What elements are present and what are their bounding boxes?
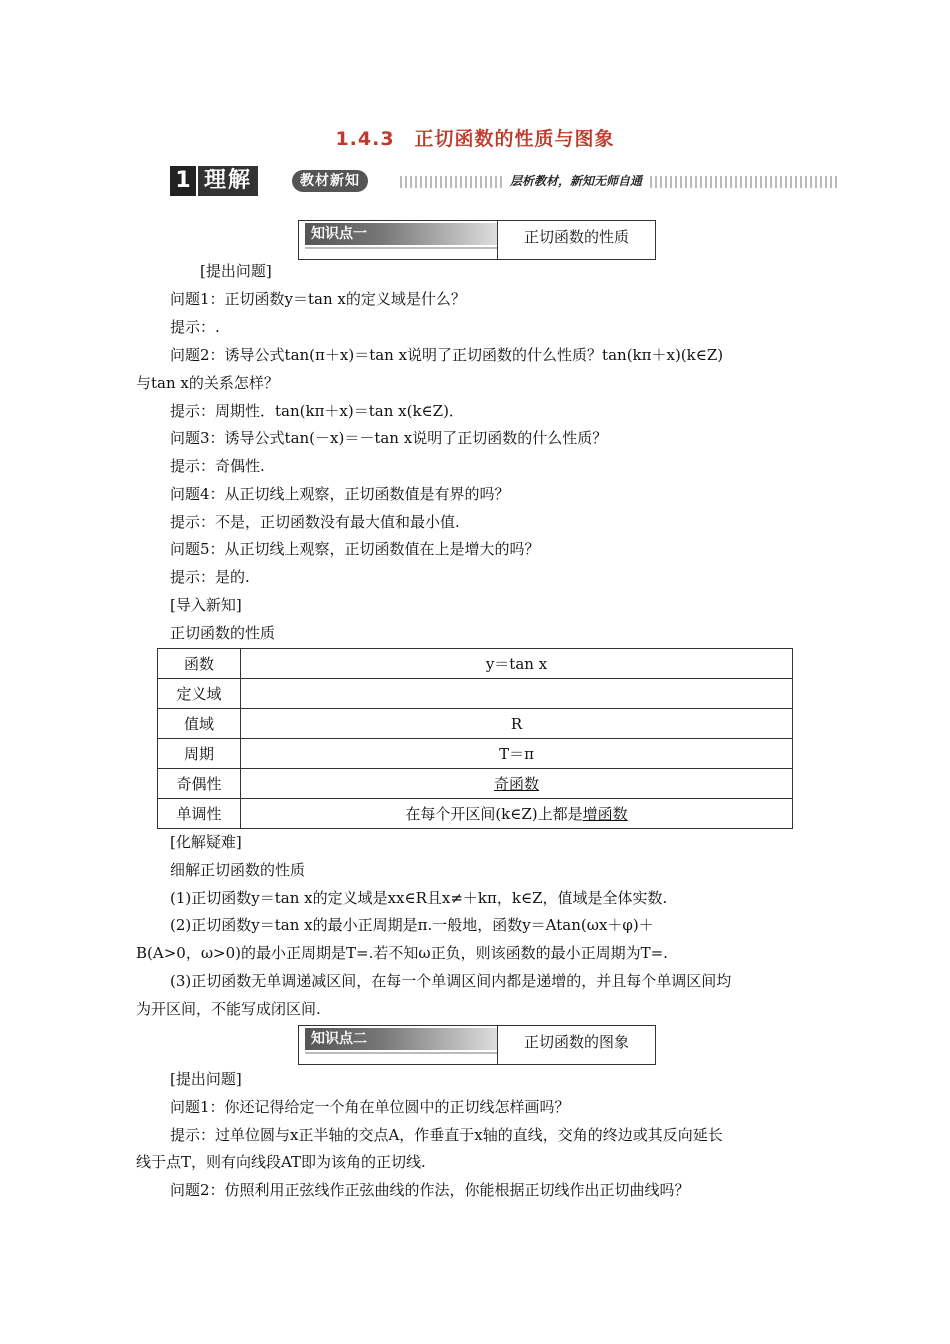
question-1: 问题1：正切函数y＝tan x的定义域是什么？	[170, 290, 466, 308]
graph-hint-1-cont: 线于点T，则有向线段AT即为该角的正切线.	[136, 1153, 426, 1171]
page-title: 1.4.3 正切函数的性质与图象	[335, 128, 615, 150]
value-underline: 增函数	[582, 805, 628, 823]
hint-4: 提示：不是，正切函数没有最大值和最小值.	[170, 513, 460, 531]
question-2-cont: 与tan x的关系怎样？	[136, 374, 279, 392]
tag-underline	[305, 247, 497, 249]
resolve-heading: [化解疑难]	[170, 833, 242, 851]
detail-2-cont: B(A>0，ω>0)的最小正周期是T=.若不知ω正负，则该函数的最小正周期为T=.	[136, 944, 668, 962]
detail-2: (2)正切函数y＝tan x的最小正周期是π.一般地，函数y＝Atan(ωx＋φ)＋	[170, 916, 654, 934]
hint-1: 提示：.	[170, 318, 220, 336]
banner-heading: 理解	[198, 166, 258, 196]
knowledge-tag: 知识点二	[305, 1028, 497, 1050]
banner-number: 1	[170, 166, 196, 196]
row-key: 单调性	[158, 799, 241, 829]
knowledge-label: 正切函数的性质	[523, 228, 629, 246]
knowledge-box-1	[298, 220, 656, 260]
tag-underline	[305, 1052, 497, 1054]
knowledge-box-2	[298, 1025, 656, 1065]
row-value: T＝π	[241, 739, 793, 769]
knowledge-tag: 知识点一	[305, 223, 497, 245]
section-banner	[170, 164, 840, 200]
row-key: 周期	[158, 739, 241, 769]
table-row	[158, 649, 793, 679]
row-value: y＝tan x	[241, 649, 793, 679]
table-title: 正切函数的性质	[170, 624, 276, 642]
row-value: 奇函数	[241, 769, 793, 799]
raise-question-heading: [提出问题]	[200, 262, 272, 280]
row-key: 值域	[158, 709, 241, 739]
detail-3: (3)正切函数无单调递减区间，在每一个单调区间内都是递增的，并且每个单调区间均	[170, 972, 732, 990]
row-key: 奇偶性	[158, 769, 241, 799]
properties-table	[157, 648, 793, 829]
intro-heading: [导入新知]	[170, 596, 242, 614]
hint-5: 提示：是的.	[170, 568, 250, 586]
graph-question-1: 问题1：你还记得给定一个角在单位圆中的正切线怎样画吗？	[170, 1098, 570, 1116]
table-row	[158, 709, 793, 739]
knowledge-label: 正切函数的图象	[523, 1033, 629, 1051]
value-prefix: 在每个开区间(k∈Z)上都是	[405, 805, 583, 823]
raise-question-heading-2: [提出问题]	[170, 1070, 242, 1088]
question-3: 问题3：诱导公式tan(－x)＝－tan x说明了正切函数的什么性质？	[170, 429, 608, 447]
graph-question-2: 问题2：仿照利用正弦线作正弦曲线的作法，你能根据正切线作出正切曲线吗？	[170, 1181, 690, 1199]
row-value	[241, 799, 793, 829]
table-row	[158, 739, 793, 769]
table-row	[158, 799, 793, 829]
question-2: 问题2：诱导公式tan(π＋x)＝tan x说明了正切函数的什么性质？tan(kπ＋x)(k∈Z)	[170, 346, 724, 364]
row-value: R	[241, 709, 793, 739]
row-value	[241, 679, 793, 709]
table-row	[158, 769, 793, 799]
detail-1: (1)正切函数y＝tan x的定义域是xx∈R且x≠＋kπ，k∈Z，值域是全体实数.	[170, 889, 668, 907]
banner-subheading: 教材新知	[292, 170, 368, 192]
detail-title: 细解正切函数的性质	[170, 861, 306, 879]
question-4: 问题4：从正切线上观察，正切函数值是有界的吗？	[170, 485, 510, 503]
row-key: 函数	[158, 649, 241, 679]
table-row	[158, 679, 793, 709]
detail-3-cont: 为开区间，不能写成闭区间.	[136, 1000, 321, 1018]
hint-3: 提示：奇偶性.	[170, 457, 265, 475]
banner-slogan: 层析教材，新知无师自通	[504, 172, 648, 189]
graph-hint-1: 提示：过单位圆与x正半轴的交点A，作垂直于x轴的直线，交角的终边或其反向延长	[170, 1126, 723, 1144]
row-key: 定义域	[158, 679, 241, 709]
question-5: 问题5：从正切线上观察，正切函数值在上是增大的吗？	[170, 540, 540, 558]
hint-2: 提示：周期性．tan(kπ＋x)＝tan x(k∈Z)．	[170, 402, 464, 420]
